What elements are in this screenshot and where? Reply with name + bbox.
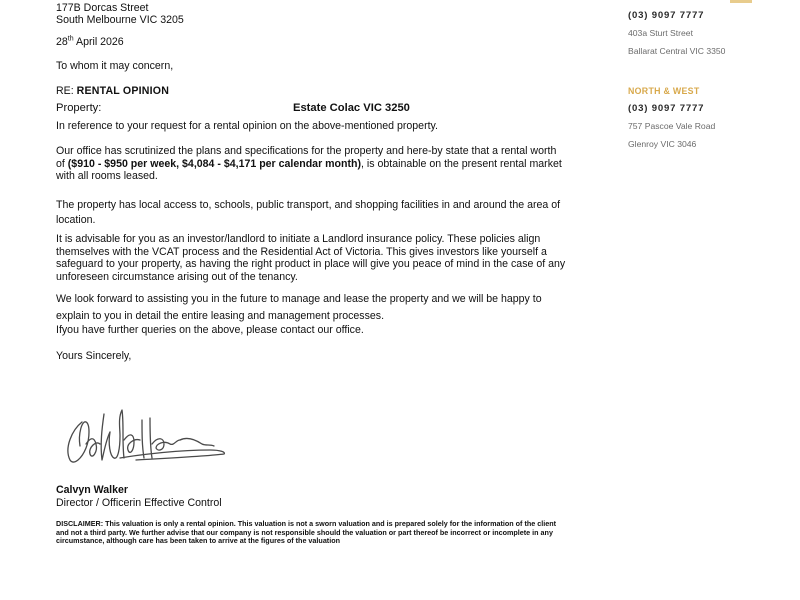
signature-image (60, 400, 235, 472)
rental-worth-amount: ($910 - $950 per week, $4,084 - $4,171 per calendar month) (67, 157, 362, 170)
office-phone: (03) 9097 7777 (628, 10, 705, 21)
greeting: To whom it may concern, (56, 60, 174, 72)
office-phone: (03) 9097 7777 (628, 103, 705, 114)
paragraph-queries: Ifyou have further queries on the above, please contact our office. (56, 324, 364, 336)
rental-worth-outro: , is obtainable on the present rental market with all rooms leased. (56, 157, 562, 183)
paragraph-access: The property has local access to, schools, public transport, and shopping facilities in and around the area of location. (56, 199, 561, 226)
rental-worth-intro: Our office has scrutinized the plans and specifications for the property and here-by state that a rental worth of (56, 145, 557, 170)
subject-prefix: RE: (56, 85, 77, 95)
date-rest: April 2026 (73, 36, 124, 48)
property-value: Estate Colac VIC 3250 (293, 102, 410, 114)
sender-address-line2: South Melbourne VIC 3205 (56, 14, 184, 26)
office-address-line1: 403a Sturt Street (628, 28, 693, 38)
office-address-line2: Glenroy VIC 3046 (628, 139, 697, 149)
paragraph-insurance: It is advisable for you as an investor/landlord to initiate a Landlord insurance policy. These policies align themselves with the VCAT process and the Residential Act of Victoria. This gives investors like yourself a safeguard to your property, as having the right product in place will give you peace of mind in the case of any unforeseen circumstance arising out of the tenancy. (56, 233, 566, 283)
property-line (56, 102, 576, 114)
signer-role: Director / Officerin Effective Control (56, 497, 222, 509)
paragraph-rental-worth (56, 145, 568, 183)
office-ballarat (628, 10, 725, 56)
office-region: NORTH & WEST (628, 86, 700, 96)
date-day: 28 (56, 36, 68, 48)
subject-line (56, 85, 169, 95)
property-label: Property: (56, 102, 102, 114)
paragraph-request: In reference to your request for a rental opinion on the above-mentioned property. (56, 120, 439, 132)
letterhead-accent-bar (730, 0, 752, 3)
signer-name: Calvyn Walker (56, 484, 129, 496)
office-north-west (628, 86, 715, 149)
closing: Yours Sincerely, (56, 350, 132, 362)
office-address-line2: Ballarat Central VIC 3350 (628, 46, 726, 56)
disclaimer: DISCLAIMER: This valuation is only a rental opinion. This valuation is not a sworn valuation and is prepared solely for the information of the client and not a third party. We further advise that our company is not responsible should the valuation or part thereof be incorrect or incomplete in any circumstance, although care has been taken to arrive at the figures of the valuation (56, 519, 556, 546)
paragraph-future: We look forward to assisting you in the future to manage and lease the property and we will be happy to explain to you in detail the entire leasing and management processes. (56, 293, 542, 322)
subject-text: RENTAL OPINION (76, 85, 170, 95)
sender-address-line1: 177B Dorcas Street (56, 2, 149, 14)
office-address-line1: 757 Pascoe Vale Road (628, 121, 716, 131)
date-suffix: th (67, 35, 74, 43)
sender-address (56, 2, 184, 26)
letter-date (56, 36, 124, 48)
